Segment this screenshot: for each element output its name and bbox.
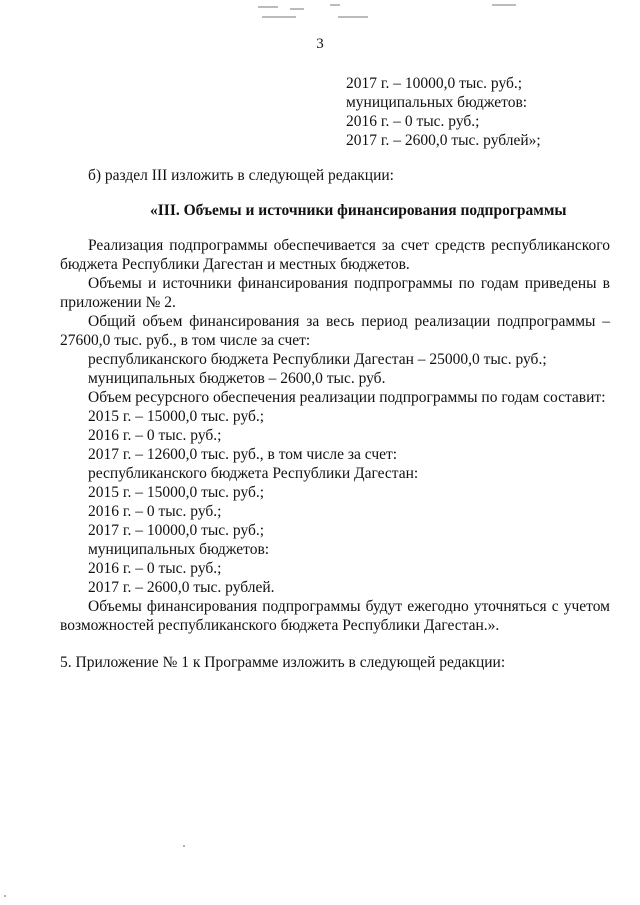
top-line: муниципальных бюджетов: <box>346 94 528 111</box>
body-line: Объем ресурсного обеспечения реализации подпрограммы по годам составит: <box>88 389 606 406</box>
body-line: Общий объем финансирования за весь период реализации подпрограммы – <box>88 313 610 330</box>
body-line: муниципальных бюджетов – 2600,0 тыс. руб. <box>88 370 386 387</box>
body-line: бюджета Республики Дагестан и местных бюджетов. <box>60 256 410 273</box>
body-line: 2017 г. – 2600,0 тыс. рублей. <box>88 579 275 596</box>
body-line: Реализация подпрограммы обеспечивается за счет средств республиканского <box>88 237 610 254</box>
top-line: 2017 г. – 10000,0 тыс. руб.; <box>346 75 523 92</box>
scan-speck <box>4 895 6 897</box>
body-line: 2017 г. – 12600,0 тыс. руб., в том числе за счет: <box>88 446 398 463</box>
body-line: 2015 г. – 15000,0 тыс. руб.; <box>88 408 265 425</box>
section-heading: «III. Объемы и источники финансирования подпрограммы <box>150 202 567 219</box>
body-line: Объемы и источники финансирования подпрограммы по годам приведены в <box>88 275 610 292</box>
body-line: возможностей республиканского бюджета Республики Дагестан.». <box>60 617 500 634</box>
top-line: 2017 г. – 2600,0 тыс. рублей»; <box>346 132 541 149</box>
body-line: 2016 г. – 0 тыс. руб.; <box>88 560 222 577</box>
scan-speck <box>183 845 185 847</box>
body-line: муниципальных бюджетов: <box>88 541 270 558</box>
body-line: республиканского бюджета Республики Дагестан: <box>88 465 419 482</box>
body-line: Объемы финансирования подпрограммы будут ежегодно уточняться с учетом <box>88 598 610 615</box>
intro-b: б) раздел III изложить в следующей редакции: <box>88 167 394 184</box>
body-line: 2017 г. – 10000,0 тыс. руб.; <box>88 522 265 539</box>
item-5: 5. Приложение № 1 к Программе изложить в следующей редакции: <box>60 654 506 671</box>
body-line: приложении № 2. <box>60 294 176 311</box>
body-line: 27600,0 тыс. руб., в том числе за счет: <box>60 332 311 349</box>
body-line: 2015 г. – 15000,0 тыс. руб.; <box>88 484 265 501</box>
top-line: 2016 г. – 0 тыс. руб.; <box>346 113 480 130</box>
body-line: 2016 г. – 0 тыс. руб.; <box>88 427 222 444</box>
scan-artifact <box>250 0 550 24</box>
body-line: республиканского бюджета Республики Дагестан – 25000,0 тыс. руб.; <box>88 351 547 368</box>
page-number: 3 <box>316 36 324 52</box>
body-line: 2016 г. – 0 тыс. руб.; <box>88 503 222 520</box>
